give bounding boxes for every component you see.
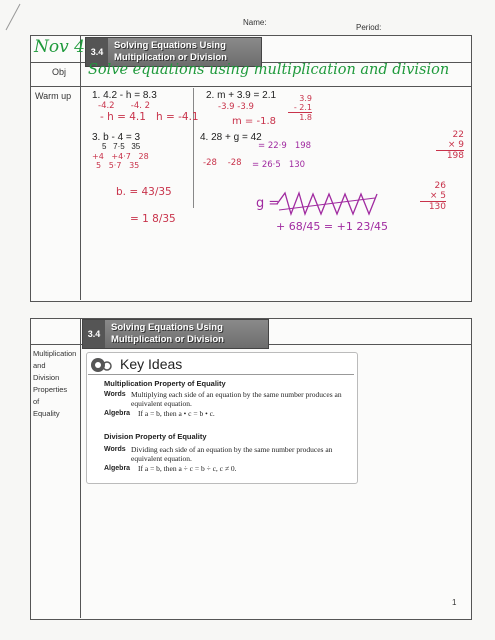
- div-algebra-text: If a = b, then a ÷ c = b ÷ c, c ≠ 0.: [138, 464, 237, 473]
- section-number: 3.4: [83, 320, 105, 348]
- p2-work-line1: -3.9 -3.9: [218, 102, 254, 112]
- p4-work-line2: = 22·9 198: [258, 141, 312, 151]
- section-banner-bottom: [82, 319, 269, 349]
- p2-side-calc-line: 3.9: [299, 94, 312, 103]
- period-label: Period:: [356, 23, 382, 32]
- obj-divider: [30, 86, 471, 87]
- banner-title-line2: Multiplication or Division: [114, 52, 227, 63]
- key-ideas-icon: [90, 356, 112, 374]
- p2-side-calc-line: 1.8: [299, 113, 312, 122]
- p2-side-calc-line: - 2.1: [288, 103, 312, 113]
- objective-text: Solve equations using multiplication and division: [88, 62, 450, 78]
- margin-calc-line: × 5: [420, 191, 446, 202]
- p3-work-line3: 5 5·7 35: [96, 161, 140, 170]
- div-property-heading: Division Property of Equality: [104, 432, 207, 441]
- mult-algebra-text: If a = b, then a • c = b • c.: [138, 409, 215, 418]
- side-label-line: of: [33, 397, 40, 406]
- key-ideas-rule: [88, 374, 354, 375]
- margin-calc-line: 26: [434, 181, 446, 191]
- key-ideas-title: Key Ideas: [120, 356, 183, 372]
- top-left-column-divider: [80, 35, 81, 300]
- p3-work-line2: +4 +4·7 28: [92, 152, 149, 161]
- pencil-mark: [0, 0, 30, 40]
- div-words-label: Words: [104, 446, 126, 453]
- name-label: Name:: [243, 18, 267, 27]
- problem-3: 3. b - 4 = 3: [92, 132, 141, 143]
- section-number: 3.4: [86, 38, 108, 66]
- banner-title-line1: Solving Equations Using: [114, 40, 226, 51]
- problem-2: 2. m + 3.9 = 2.1: [206, 90, 277, 101]
- problem-1: 1. 4.2 - h = 8.3: [92, 90, 157, 101]
- mult-words-label: Words: [104, 391, 126, 398]
- margin-calc-2: [420, 181, 446, 212]
- side-label-line: and: [33, 361, 46, 370]
- margin-calc-line: 198: [446, 151, 464, 161]
- p3-fractions: 5 7·5 35: [102, 142, 141, 151]
- p4-g-equals: g =: [256, 196, 280, 211]
- mult-property-heading: Multiplication Property of Equality: [104, 379, 226, 388]
- p4-work-line3: = 26·5 130: [252, 160, 306, 170]
- banner-title-line1: Solving Equations Using: [111, 322, 223, 333]
- p1-work-line2: - h = 4.1 h = -4.1: [100, 111, 199, 123]
- p4-addition: + 68/45 = +1 23/45: [276, 220, 389, 233]
- side-label-line: Equality: [33, 409, 60, 418]
- side-label-line: Division: [33, 373, 60, 382]
- margin-calc-line: × 9: [436, 140, 464, 151]
- mult-words-text: Multiplying each side of an equation by the same number produces an equivalent equation.: [131, 390, 342, 408]
- problem-4: 4. 28 + g = 42: [200, 132, 262, 143]
- page-number: 1: [452, 598, 457, 607]
- date-note: Nov 4: [34, 37, 85, 57]
- p3-answer-2: = 1 8/35: [130, 213, 176, 225]
- p3-answer-1: b. = 43/35: [116, 186, 172, 198]
- p1-work-line1: -4.2 -4. 2: [98, 101, 151, 111]
- p2-side-calc: [288, 94, 312, 122]
- scribbled-out-work: [275, 190, 385, 218]
- p4-work-line: -28 -28: [203, 158, 242, 168]
- obj-label: Obj: [52, 67, 67, 77]
- banner-title-line2: Multiplication or Division: [111, 334, 224, 345]
- side-label-line: Properties: [33, 385, 68, 394]
- margin-calc-line: 22: [452, 130, 464, 140]
- margin-calc-1: [436, 130, 464, 161]
- div-algebra-label: Algebra: [104, 465, 131, 472]
- warm-up-label: Warm up: [35, 91, 72, 101]
- margin-calc-line: 130: [428, 202, 446, 212]
- problem-divider: [193, 88, 194, 208]
- div-words-text: Dividing each side of an equation by the same number produces an equivalent equation.: [131, 445, 333, 463]
- side-label-line: Multiplication: [33, 349, 77, 358]
- p2-work-line2: m = -1.8: [232, 116, 276, 127]
- side-label: [33, 348, 83, 420]
- mult-algebra-label: Algebra: [104, 410, 131, 417]
